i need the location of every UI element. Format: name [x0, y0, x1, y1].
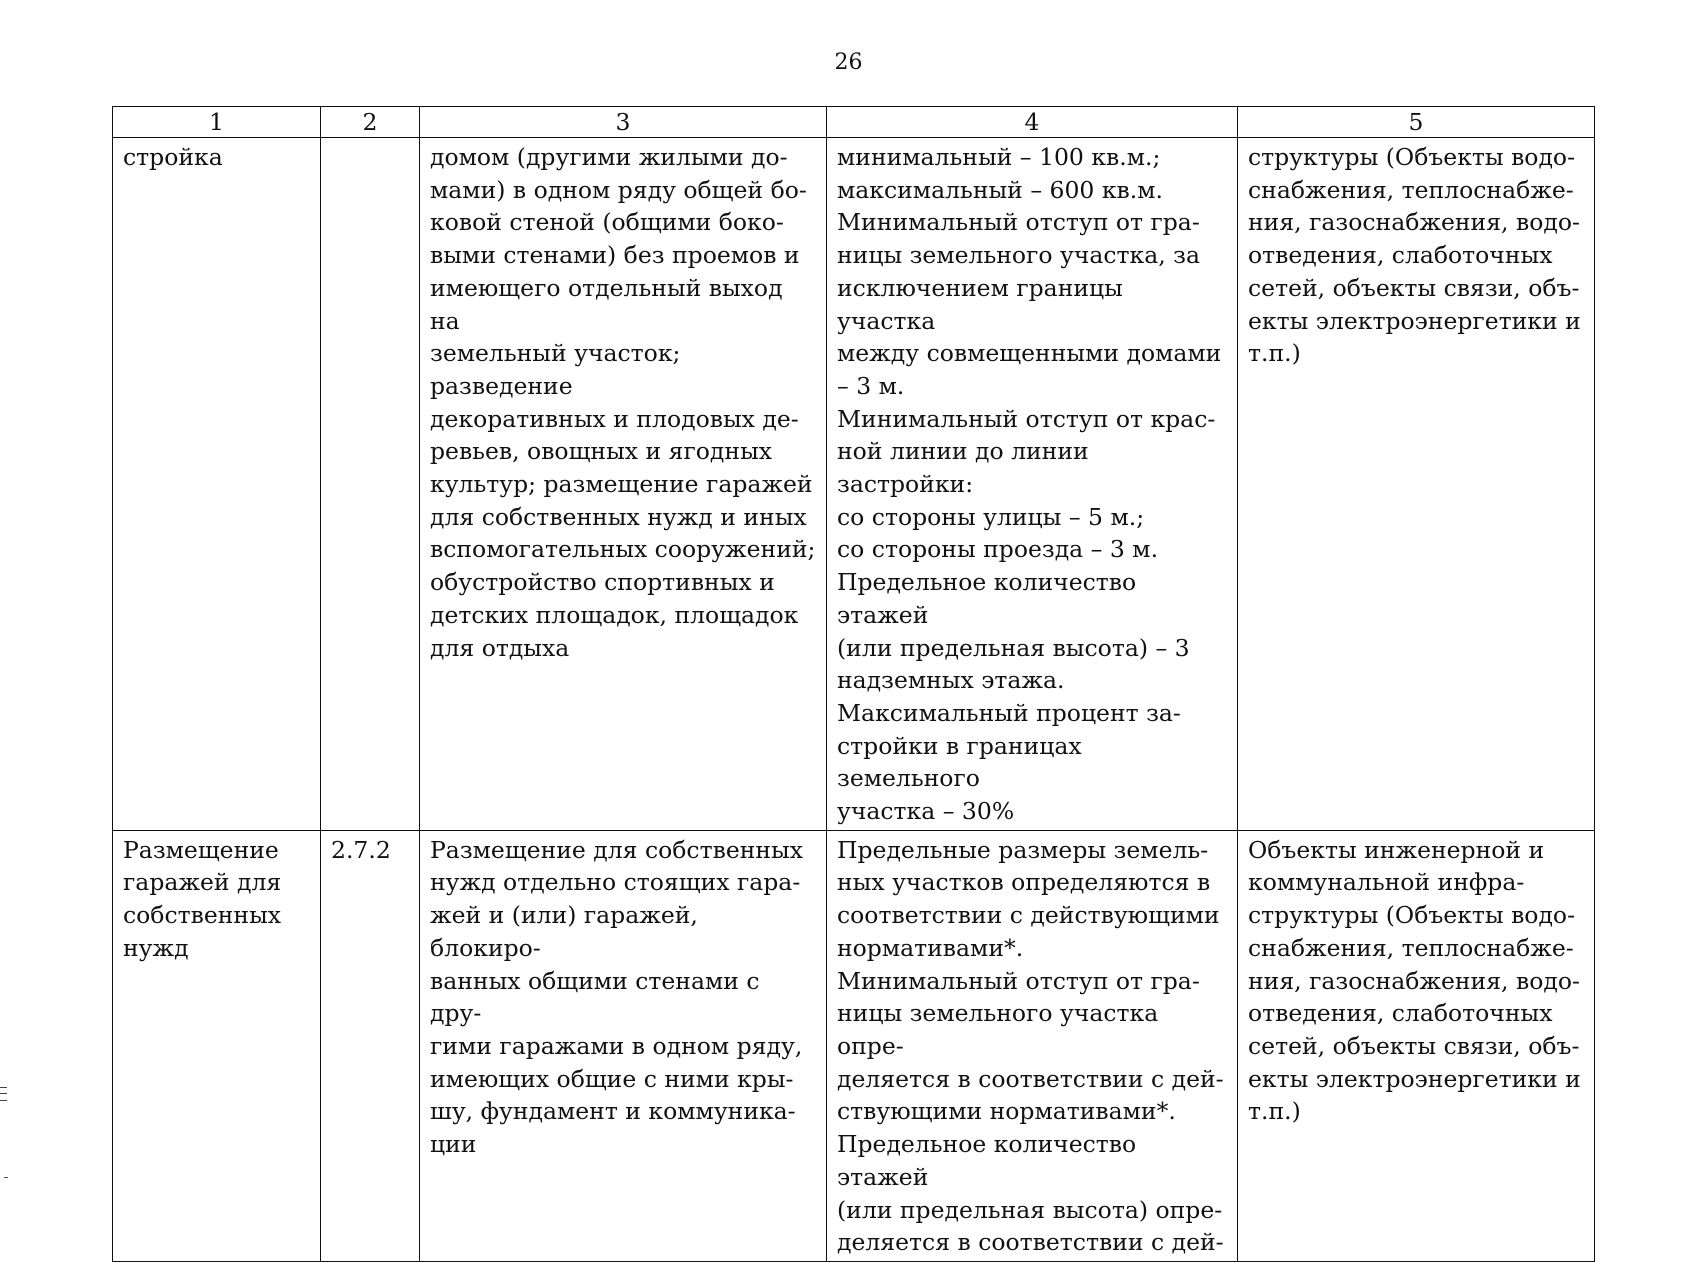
column-header-5: 5 — [1238, 107, 1595, 138]
page-number: 26 — [834, 50, 863, 75]
column-header-1: 1 — [113, 107, 321, 138]
column-header-4: 4 — [827, 107, 1238, 138]
infrastructure-text: структуры (Объекты водо- снабжения, теплоснабже- ния, газоснабжения, водо- отведения, слаботочных сетей, объекты связи, объ- екты электроэнергетики и т.п.) — [1248, 143, 1581, 368]
parameters-cell — [827, 830, 1238, 1261]
parameters-cell — [827, 138, 1238, 831]
use-name-cell — [113, 138, 321, 831]
use-code-text: 2.7.2 — [331, 835, 391, 864]
use-name-text: стройка — [123, 143, 223, 171]
table-row — [113, 830, 1595, 1261]
infrastructure-cell — [1238, 138, 1595, 831]
use-description-cell — [420, 138, 827, 831]
use-description-text: Размещение для собственных нужд отдельно стоящих гара- жей и (или) гаражей, блокиро- ванных общими стенами с дру- гими гаражами в одном ряду, имеющих общие с ними кры- шу, фундамент и коммуника- ции — [430, 835, 804, 1159]
table-header-row — [113, 107, 1595, 138]
zoning-table — [112, 106, 1595, 1262]
column-header-3: 3 — [420, 107, 827, 138]
use-code-cell — [321, 138, 420, 831]
use-description-text: домом (другими жилыми до- мами) в одном ряду общей бо- ковой стеной (общими боко- выми стенами) без проемов и имеющего отдельный выход на земельный участок; разведение декоративных и плодовых де- ревьев, овощных и ягодных культур; размещение гаражей для собственных нужд и иных вспомогательных сооружений; обустройство спортивных и детских площадок, площадок для отдыха — [430, 143, 816, 662]
parameters-text: Предельные размеры земель- ных участков определяются в соответствии с действующими нормативами*. Минимальный отступ от гра- ницы земельного участка опре- деляется в соответствии с дей- ствующими нормативами*. Предельное количество этажей (или предельная высота) опре- деляется в соответствии с дей- — [837, 835, 1224, 1257]
use-name-text: Размещение гаражей для собственных нужд — [123, 835, 282, 962]
use-description-cell — [420, 830, 827, 1261]
scan-margin-mark — [0, 1087, 7, 1101]
column-header-2: 2 — [321, 107, 420, 138]
infrastructure-text: Объекты инженерной и коммунальной инфра- структуры (Объекты водо- снабжения, теплоснабже- ния, газоснабжения, водо- отведения, слаботочных сетей, объекты связи, объ- екты электроэнергетики и т.п.) — [1248, 835, 1581, 1126]
parameters-text: минимальный – 100 кв.м.; максимальный – 600 кв.м. Минимальный отступ от гра- ницы земельного участка, за исключением границы участка между совмещенными домами – 3 м. Минимальный отступ от крас- ной линии до линии застройки: со стороны улицы – 5 м.; со стороны проезда – 3 м. Предельное количество этажей (или предельная высота) – 3 надземных этажа. Максимальный процент за- стройки в границах земельного участка – 30% — [837, 143, 1222, 826]
scan-margin-tick — [4, 1177, 8, 1178]
use-name-cell — [113, 830, 321, 1261]
use-code-cell — [321, 830, 420, 1261]
table-row — [113, 138, 1595, 831]
infrastructure-cell — [1238, 830, 1595, 1261]
